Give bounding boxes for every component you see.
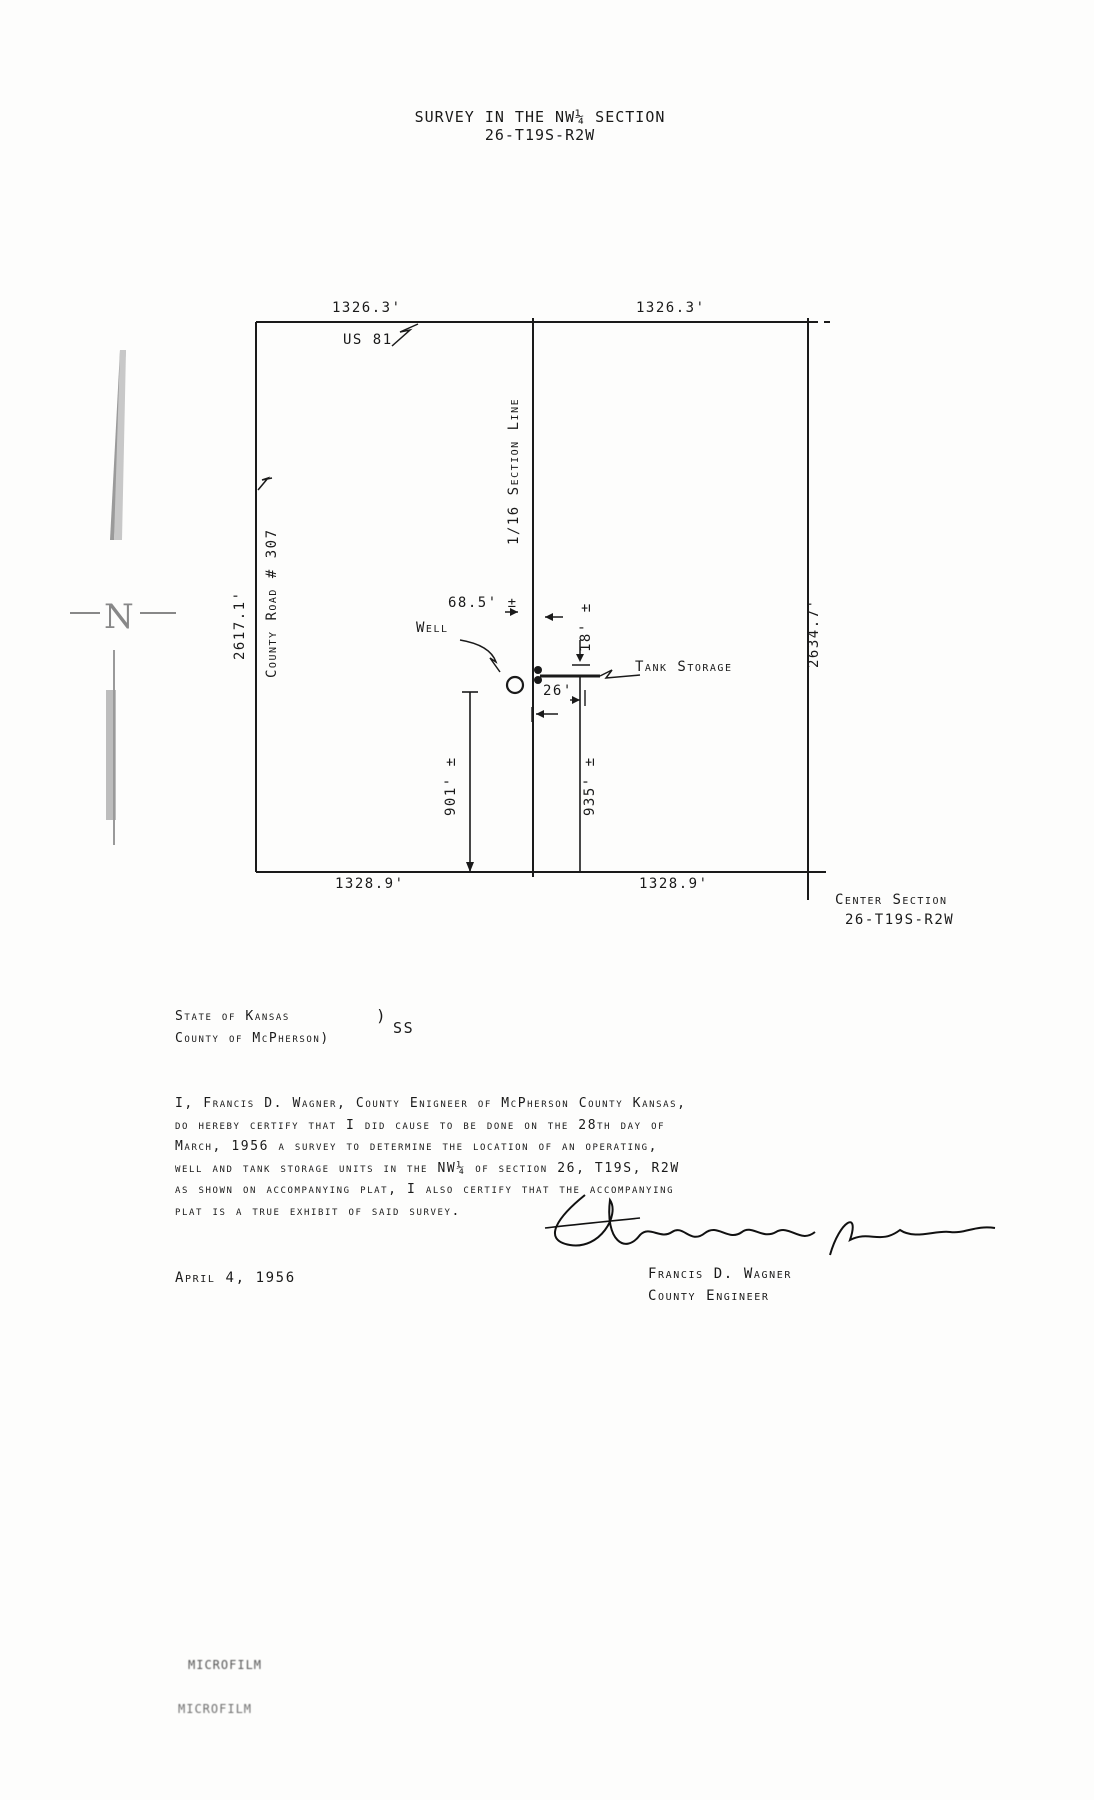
- well-offset-label: 68.5' ±: [448, 595, 518, 611]
- certificate-line: do hereby certify that I did cause to be done on the 28th day of: [175, 1117, 666, 1133]
- microfilm-stamp: MICROFILM: [178, 1702, 253, 1716]
- us-road-label: US 81: [343, 332, 393, 348]
- center-section-line-1: Center Section: [835, 892, 948, 908]
- certificate-line: as shown on accompanying plat, I also certify that the accompanying: [175, 1182, 675, 1197]
- county-road-label: County Road # 307: [264, 528, 280, 678]
- well-south-distance: 901' ±: [443, 756, 459, 816]
- north-arrow-label: N: [104, 597, 134, 637]
- title-line-1: SURVEY IN THE NW¼ SECTION: [414, 108, 666, 126]
- title-line-2: 26-T19S-R2W: [484, 126, 596, 144]
- well-label: Well: [416, 620, 449, 636]
- certificate-line: plat is a true exhibit of said survey.: [175, 1203, 461, 1219]
- tank-storage-label: Tank Storage: [635, 659, 733, 675]
- bottom-left-distance: 1328.9': [335, 876, 405, 892]
- west-distance: 2617.1': [232, 590, 248, 660]
- certificate-line: I, Francis D. Wagner, County Enigneer of McPherson County Kansas,: [175, 1096, 687, 1111]
- signer-block: [648, 1263, 792, 1307]
- section-line-label: 1/16 Section Line: [506, 397, 522, 545]
- signer-name: Francis D. Wagner: [648, 1266, 792, 1282]
- tank-offset-ns: 18' ±: [578, 602, 594, 652]
- tank-offset-ew: 26': [543, 683, 573, 699]
- certificate-date: April 4, 1956: [175, 1270, 296, 1286]
- top-right-distance: 1326.3': [636, 300, 706, 316]
- signer-title: County Engineer: [648, 1288, 770, 1304]
- bottom-right-distance: 1328.9': [639, 876, 709, 892]
- certificate-line: March, 1956 a survey to determine the location of an operating,: [175, 1139, 659, 1154]
- tank-south-distance: 935' ±: [582, 756, 598, 816]
- venue-paren: ): [376, 1006, 388, 1025]
- venue-county: County of McPherson): [175, 1031, 330, 1046]
- certificate-line: well and tank storage units in the NW¼ of section 26, T19S, R2W: [175, 1160, 680, 1176]
- venue-state: State of Kansas: [175, 1009, 290, 1024]
- venue-ss: SS: [393, 1019, 415, 1037]
- center-section-line-2: 26-T19S-R2W: [845, 912, 955, 928]
- east-distance: 2634.7': [806, 598, 822, 668]
- top-left-distance: 1326.3': [332, 300, 402, 316]
- microfilm-stamp: MICROFILM: [188, 1658, 263, 1672]
